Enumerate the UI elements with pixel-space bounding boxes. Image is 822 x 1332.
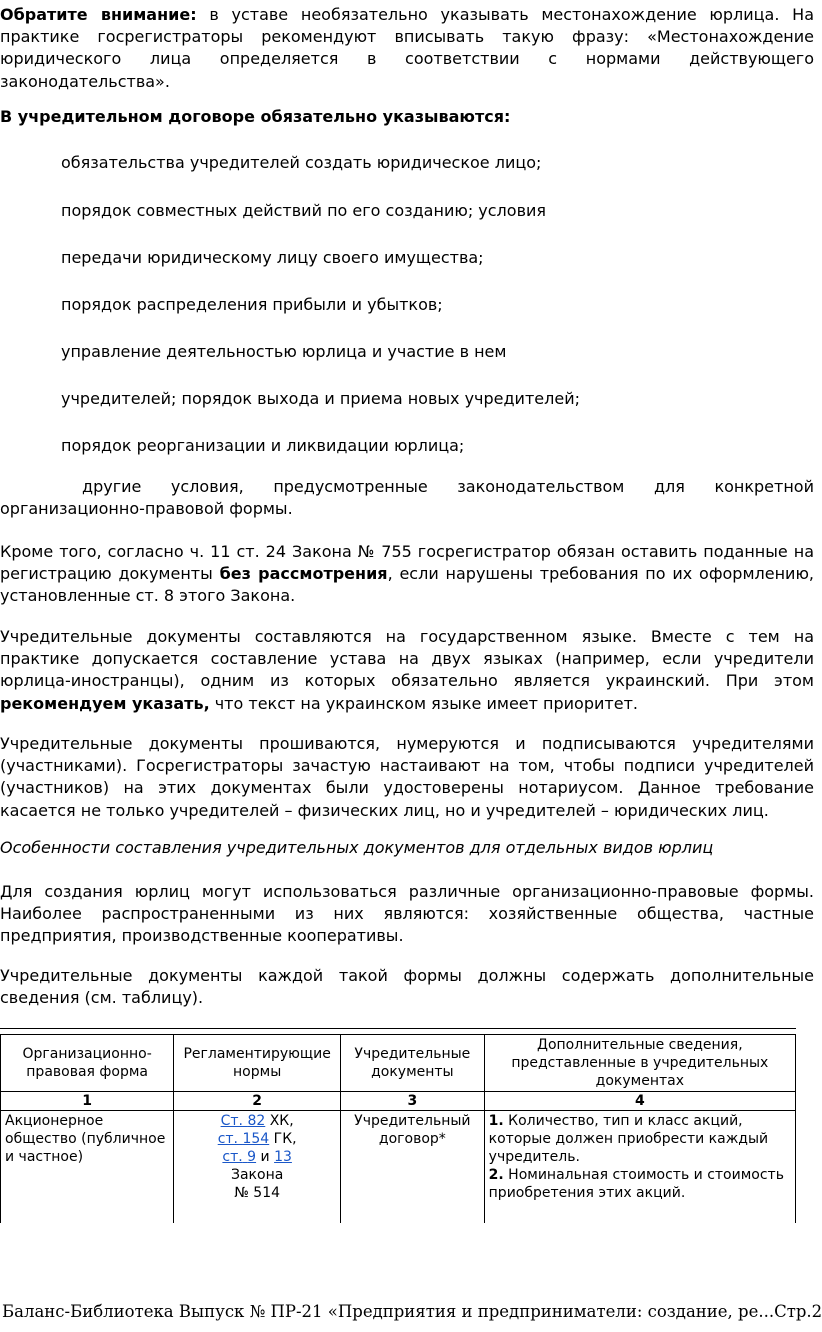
norm-law-label: Закона [231,1167,284,1183]
norm-link-article-82[interactable]: Ст. 82 [220,1113,266,1129]
table-number-row [1,1092,796,1111]
features-heading: Особенности составления учредительных документов для отдельных видов юрлиц [0,838,714,857]
other-conditions-paragraph: другие условия, предусмотренные законодательством для конкретной организационно-правовой формы. [0,477,814,519]
cell-form: Акционерное общество (публичное и частное) [1,1111,174,1224]
table-header-row [1,1035,796,1092]
column-number: 1 [1,1092,174,1111]
column-number: 4 [484,1092,795,1111]
header-documents: Учредительные документы [341,1035,485,1092]
language-text: Учредительные документы составляются на государственном языке. Вместе с тем на практике допускается составление устава на двух языках (например, если учредители юрлица-иностранцы), одним из которых обязательно является украинский. При этом [0,627,814,691]
norm-code-hk: ХК, [265,1113,294,1129]
column-number: 3 [341,1092,485,1111]
list-item: управление деятельностью юрлица и участие в нем [61,342,507,361]
moreover-paragraph [0,541,814,608]
norm-code-gk: ГК, [269,1131,297,1147]
signing-paragraph: Учредительные документы прошиваются, нумеруются и подписываются учредителями (участниками). Госрегистраторы зачастую настаивают на том, чтобы подписи учредителей (участников) на этих документах были удостоверены нотариусом. Данное требование касается не только учредителей – физических лиц, но и учредителей – юридических лиц. [0,734,814,820]
cell-additional-info [484,1111,795,1224]
header-norms: Регламентирующие нормы [174,1035,341,1092]
cell-norms [174,1111,341,1224]
forms-paragraph: Для создания юрлиц могут использоваться различные организационно-правовые формы. Наиболее распространенными из них являются: хозяйственные общества, частные предприятия, производственные кооперативы. [0,882,814,946]
footer-page-number: Стр.2 [774,1302,822,1321]
table-row [1,1111,796,1224]
list-item: порядок совместных действий по его созданию; условия [61,201,547,220]
contract-heading: В учредительном договоре обязательно указываются: [0,107,511,126]
note-paragraph [0,4,814,93]
norm-link-article-154[interactable]: ст. 154 [217,1131,270,1147]
column-number: 2 [174,1092,341,1111]
info-text: Номинальная стоимость и стоимость приобретения этих акций. [488,1167,784,1201]
table-top-border [0,1028,796,1029]
language-bold: рекомендуем указать, [0,693,210,713]
page-footer [2,1302,822,1321]
info-text: Количество, тип и класс акций, которые должен приобрести каждый учредитель. [488,1113,769,1165]
footer-title: Баланс-Библиотека Выпуск № ПР-21 «Предприятия и предприниматели: создание, ре... [2,1302,775,1321]
moreover-text-end: , если нарушены требования по их оформлению, установленные ст. 8 этого Закона. [0,564,814,606]
list-item: обязательства учредителей создать юридическое лицо; [61,153,542,172]
list-item: порядок распределения прибыли и убытков; [61,295,443,314]
note-lead: Обратите внимание: [0,5,197,24]
info-number: 2. [488,1167,504,1183]
cell-documents: Учредительный договор* [341,1111,485,1224]
norm-link-article-9[interactable]: ст. 9 [222,1149,257,1165]
forms-table [0,1034,796,1223]
list-item: порядок реорганизации и ликвидации юрлица; [61,436,465,455]
norm-and: и [256,1149,275,1165]
moreover-bold: без рассмотрения [219,564,388,584]
list-item: передачи юридическому лицу своего имущества; [61,248,484,267]
language-text-end: что текст на украинском языке имеет приоритет. [209,693,638,713]
table-intro-paragraph: Учредительные документы каждой такой формы должны содержать дополнительные сведения (см. таблицу). [0,966,814,1008]
info-number: 1. [488,1113,504,1129]
norm-law-number: № 514 [234,1185,281,1201]
note-text: в уставе необязательно указывать местонахождение юрлица. На практике госрегистраторы рекомендуют вписывать такую фразу: «Местонахождение юридического лица определяется в соответствии с нормами действующего законодательства». [0,5,815,91]
moreover-text: Кроме того, согласно ч. 11 ст. 24 Закона № 755 госрегистратор обязан оставить поданные на регистрацию документы [0,542,814,584]
norm-link-article-13[interactable]: 13 [274,1149,292,1165]
header-additional-info: Дополнительные сведения, представленные в учредительных документах [484,1035,795,1092]
list-item: учредителей; порядок выхода и приема новых учредителей; [61,389,580,408]
language-paragraph [0,626,814,715]
header-form: Организационно-правовая форма [1,1035,174,1092]
